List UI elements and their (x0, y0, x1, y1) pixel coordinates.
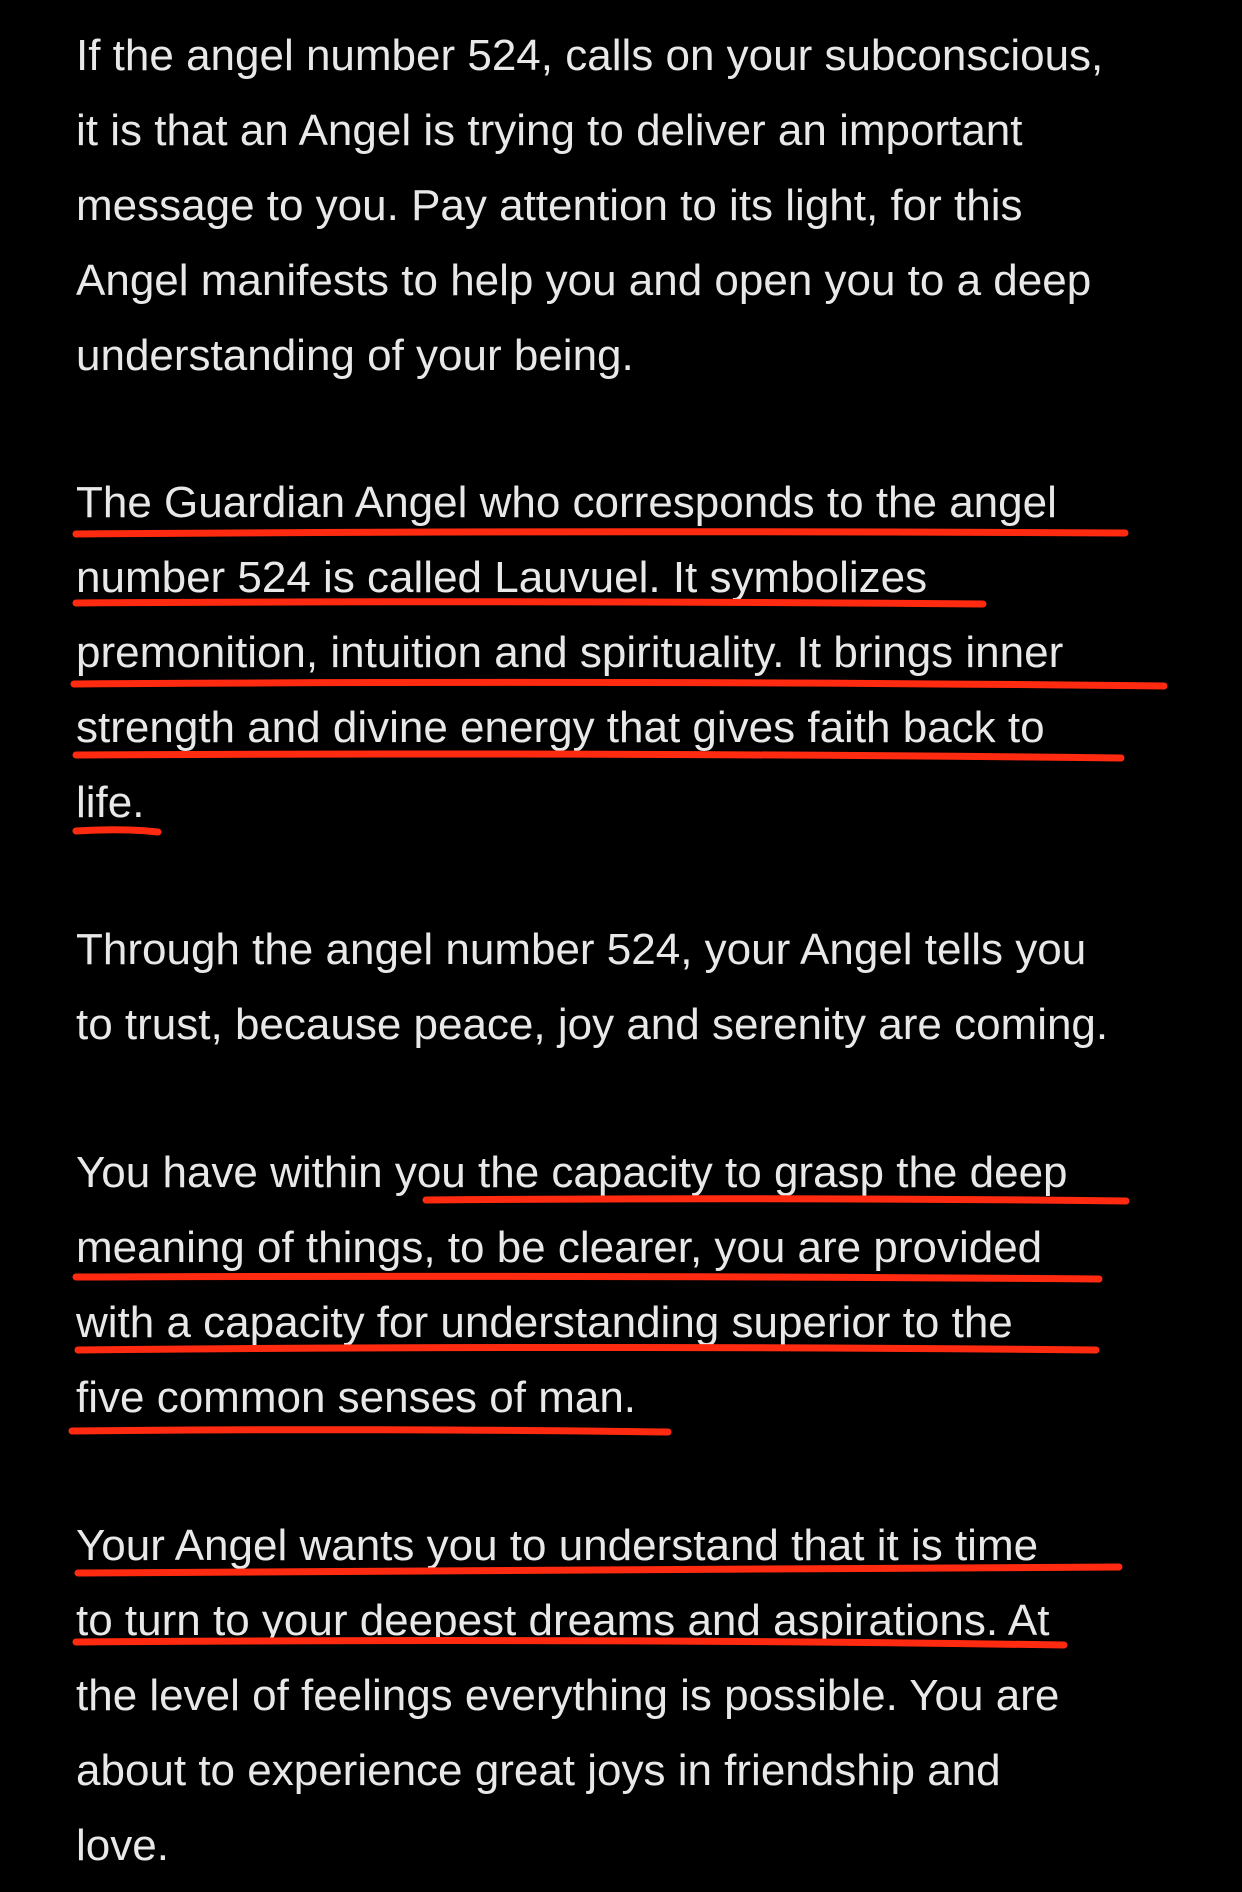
text-line: five common senses of man. (76, 1373, 637, 1422)
text-line: life. (76, 778, 145, 827)
text-line: number 524 is called Lauvuel. It symbolizes (76, 553, 928, 602)
text-line: to trust, because peace, joy and serenity are coming. (76, 1000, 1109, 1049)
text-line: Through the angel number 524, your Angel tells you (76, 925, 1087, 974)
text-line: message to you. Pay attention to its light, for this (76, 181, 1023, 230)
text-line: premonition, intuition and spirituality. It brings inner (76, 628, 1064, 677)
text-line: If the angel number 524, calls on your subconscious, (76, 31, 1104, 80)
paragraph-trust (76, 912, 1108, 1062)
text-line: You have within you the capacity to grasp the deep (76, 1148, 1068, 1197)
text-line: to turn to your deepest dreams and aspirations. At (76, 1596, 1050, 1645)
text-line: The Guardian Angel who corresponds to the angel (76, 478, 1057, 527)
text-line: understanding of your being. (76, 331, 634, 380)
text-line: strength and divine energy that gives faith back to (76, 703, 1045, 752)
text-line: Your Angel wants you to understand that it is time (76, 1521, 1039, 1570)
paragraph-capacity (76, 1135, 1068, 1435)
text-line: love. (76, 1821, 169, 1870)
paragraph-guardian-angel (76, 465, 1063, 840)
text-line: about to experience great joys in friendship and (76, 1746, 1001, 1795)
text-line: with a capacity for understanding superior to the (76, 1298, 1013, 1347)
text-line: it is that an Angel is trying to deliver an important (76, 106, 1023, 155)
paragraph-intro (76, 18, 1103, 393)
text-line: Angel manifests to help you and open you to a deep (76, 256, 1092, 305)
text-line: the level of feelings everything is possible. You are (76, 1671, 1060, 1720)
paragraph-dreams (76, 1508, 1059, 1883)
text-line: meaning of things, to be clearer, you are provided (76, 1223, 1043, 1272)
